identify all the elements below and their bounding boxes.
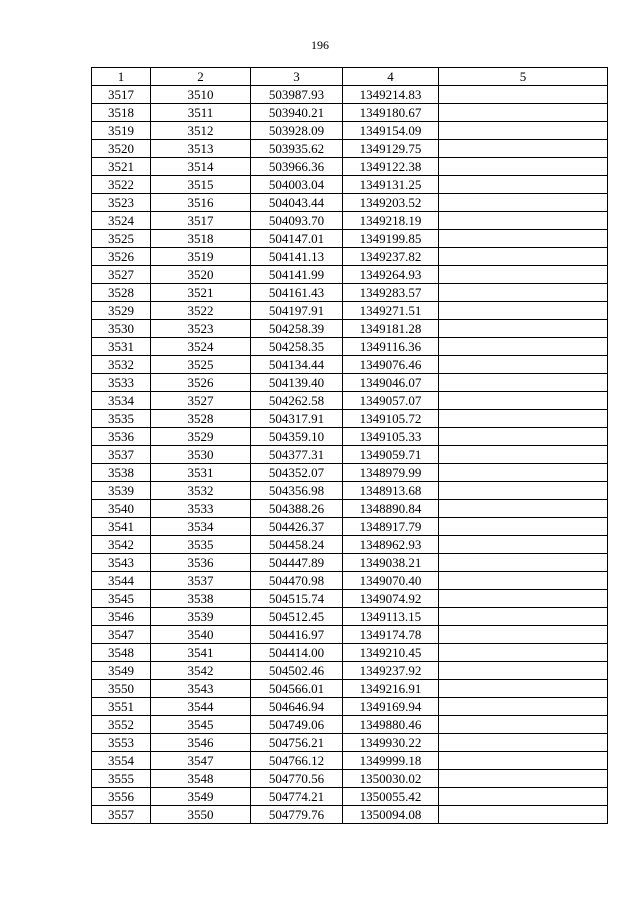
- table-cell-col-1: 3538: [92, 464, 151, 482]
- table-cell-col-5: [439, 410, 608, 428]
- table-row: [92, 176, 608, 194]
- table-cell-col-2: 3550: [151, 806, 251, 824]
- table-row: [92, 374, 608, 392]
- table-cell-col-2: 3544: [151, 698, 251, 716]
- table-cell-col-1: 3554: [92, 752, 151, 770]
- table-cell-col-1: 3522: [92, 176, 151, 194]
- table-cell-col-3: 504258.35: [251, 338, 343, 356]
- table-cell-col-5: [439, 806, 608, 824]
- table-cell-col-4: 1350055.42: [343, 788, 439, 806]
- table-cell-col-4: 1349237.82: [343, 248, 439, 266]
- table-cell-col-3: 504447.89: [251, 554, 343, 572]
- table-cell-col-2: 3535: [151, 536, 251, 554]
- table-row: [92, 104, 608, 122]
- table-cell-col-4: 1349199.85: [343, 230, 439, 248]
- table-row: [92, 536, 608, 554]
- table-cell-col-5: [439, 482, 608, 500]
- table-cell-col-2: 3538: [151, 590, 251, 608]
- table-cell-col-5: [439, 158, 608, 176]
- table-cell-col-4: 1350094.08: [343, 806, 439, 824]
- table-cell-col-1: 3547: [92, 626, 151, 644]
- table-row: [92, 86, 608, 104]
- table-cell-col-5: [439, 212, 608, 230]
- table-cell-col-4: 1350030.02: [343, 770, 439, 788]
- table-cell-col-3: 504414.00: [251, 644, 343, 662]
- table-cell-col-1: 3549: [92, 662, 151, 680]
- table-cell-col-2: 3529: [151, 428, 251, 446]
- table-row: [92, 410, 608, 428]
- table-cell-col-3: 504749.06: [251, 716, 343, 734]
- table-row: [92, 482, 608, 500]
- table-row: [92, 284, 608, 302]
- table-cell-col-5: [439, 104, 608, 122]
- table-cell-col-1: 3553: [92, 734, 151, 752]
- table-cell-col-3: 504770.56: [251, 770, 343, 788]
- column-header-3: 3: [251, 68, 343, 86]
- table-cell-col-2: 3540: [151, 626, 251, 644]
- coordinates-table: [91, 67, 608, 824]
- table-cell-col-1: 3530: [92, 320, 151, 338]
- table-cell-col-1: 3540: [92, 500, 151, 518]
- table-cell-col-2: 3534: [151, 518, 251, 536]
- table-row: [92, 680, 608, 698]
- table-cell-col-3: 504139.40: [251, 374, 343, 392]
- table-cell-col-4: 1349131.25: [343, 176, 439, 194]
- table-cell-col-1: 3529: [92, 302, 151, 320]
- table-cell-col-3: 504502.46: [251, 662, 343, 680]
- table-row: [92, 608, 608, 626]
- table-cell-col-2: 3525: [151, 356, 251, 374]
- table-cell-col-5: [439, 698, 608, 716]
- table-cell-col-4: 1349216.91: [343, 680, 439, 698]
- table-cell-col-5: [439, 572, 608, 590]
- table-cell-col-2: 3539: [151, 608, 251, 626]
- column-header-4: 4: [343, 68, 439, 86]
- table-cell-col-5: [439, 266, 608, 284]
- table-cell-col-1: 3545: [92, 590, 151, 608]
- table-cell-col-2: 3546: [151, 734, 251, 752]
- table-row: [92, 356, 608, 374]
- table-cell-col-5: [439, 608, 608, 626]
- table-row: [92, 806, 608, 824]
- table-cell-col-2: 3527: [151, 392, 251, 410]
- table-cell-col-3: 504779.76: [251, 806, 343, 824]
- table-row: [92, 572, 608, 590]
- table-cell-col-3: 504766.12: [251, 752, 343, 770]
- table-cell-col-1: 3539: [92, 482, 151, 500]
- header-row: [92, 68, 608, 86]
- table-cell-col-2: 3520: [151, 266, 251, 284]
- table-cell-col-2: 3532: [151, 482, 251, 500]
- table-cell-col-5: [439, 788, 608, 806]
- table-row: [92, 230, 608, 248]
- table-row: [92, 428, 608, 446]
- table-cell-col-1: 3528: [92, 284, 151, 302]
- table-cell-col-5: [439, 302, 608, 320]
- table-row: [92, 554, 608, 572]
- table-row: [92, 122, 608, 140]
- table-body: [92, 86, 608, 824]
- table-cell-col-1: 3517: [92, 86, 151, 104]
- table-cell-col-5: [439, 446, 608, 464]
- table-cell-col-1: 3532: [92, 356, 151, 374]
- table-cell-col-4: 1348913.68: [343, 482, 439, 500]
- table-cell-col-1: 3518: [92, 104, 151, 122]
- table-cell-col-2: 3517: [151, 212, 251, 230]
- table-row: [92, 194, 608, 212]
- table-cell-col-4: 1349264.93: [343, 266, 439, 284]
- table-cell-col-3: 504416.97: [251, 626, 343, 644]
- table-row: [92, 734, 608, 752]
- table-cell-col-4: 1349930.22: [343, 734, 439, 752]
- table-cell-col-5: [439, 338, 608, 356]
- table-cell-col-2: 3531: [151, 464, 251, 482]
- table-cell-col-5: [439, 140, 608, 158]
- table-cell-col-5: [439, 374, 608, 392]
- table-cell-col-4: 1349203.52: [343, 194, 439, 212]
- table-cell-col-4: 1349076.46: [343, 356, 439, 374]
- table-cell-col-5: [439, 626, 608, 644]
- table-cell-col-5: [439, 320, 608, 338]
- table-row: [92, 788, 608, 806]
- table-cell-col-2: 3518: [151, 230, 251, 248]
- table-cell-col-5: [439, 518, 608, 536]
- table-cell-col-4: 1349154.09: [343, 122, 439, 140]
- table-cell-col-2: 3537: [151, 572, 251, 590]
- table-row: [92, 302, 608, 320]
- table-cell-col-3: 504515.74: [251, 590, 343, 608]
- table-cell-col-2: 3513: [151, 140, 251, 158]
- table-row: [92, 140, 608, 158]
- table-cell-col-1: 3531: [92, 338, 151, 356]
- table-cell-col-4: 1348979.99: [343, 464, 439, 482]
- table-cell-col-5: [439, 356, 608, 374]
- table-cell-col-4: 1348962.93: [343, 536, 439, 554]
- table-cell-col-4: 1348917.79: [343, 518, 439, 536]
- table-cell-col-1: 3534: [92, 392, 151, 410]
- table-row: [92, 320, 608, 338]
- column-header-1: 1: [92, 68, 151, 86]
- table-cell-col-5: [439, 554, 608, 572]
- table-cell-col-5: [439, 230, 608, 248]
- table-cell-col-3: 504470.98: [251, 572, 343, 590]
- table-cell-col-4: 1349105.72: [343, 410, 439, 428]
- table-cell-col-3: 503935.62: [251, 140, 343, 158]
- table-cell-col-2: 3536: [151, 554, 251, 572]
- table-cell-col-5: [439, 428, 608, 446]
- table-cell-col-5: [439, 464, 608, 482]
- table-cell-col-2: 3519: [151, 248, 251, 266]
- table-cell-col-1: 3548: [92, 644, 151, 662]
- table-row: [92, 392, 608, 410]
- table-cell-col-1: 3537: [92, 446, 151, 464]
- table-cell-col-3: 504352.07: [251, 464, 343, 482]
- table-cell-col-3: 504512.45: [251, 608, 343, 626]
- table-cell-col-3: 504774.21: [251, 788, 343, 806]
- table-cell-col-2: 3524: [151, 338, 251, 356]
- table-cell-col-3: 504147.01: [251, 230, 343, 248]
- table-cell-col-2: 3514: [151, 158, 251, 176]
- table-cell-col-3: 504458.24: [251, 536, 343, 554]
- table-cell-col-3: 504262.58: [251, 392, 343, 410]
- table-cell-col-4: 1349122.38: [343, 158, 439, 176]
- table-cell-col-1: 3556: [92, 788, 151, 806]
- table-cell-col-1: 3524: [92, 212, 151, 230]
- table-cell-col-5: [439, 284, 608, 302]
- table-cell-col-2: 3511: [151, 104, 251, 122]
- table-cell-col-3: 504258.39: [251, 320, 343, 338]
- table-cell-col-3: 504134.44: [251, 356, 343, 374]
- table-cell-col-4: 1349129.75: [343, 140, 439, 158]
- table-cell-col-1: 3520: [92, 140, 151, 158]
- table-cell-col-1: 3533: [92, 374, 151, 392]
- table-cell-col-5: [439, 176, 608, 194]
- table-cell-col-4: 1349181.28: [343, 320, 439, 338]
- table-cell-col-4: 1349180.67: [343, 104, 439, 122]
- table-cell-col-3: 503940.21: [251, 104, 343, 122]
- table-cell-col-2: 3522: [151, 302, 251, 320]
- table-cell-col-4: 1349046.07: [343, 374, 439, 392]
- table-cell-col-4: 1349105.33: [343, 428, 439, 446]
- table-cell-col-2: 3549: [151, 788, 251, 806]
- table-cell-col-5: [439, 194, 608, 212]
- table-cell-col-5: [439, 770, 608, 788]
- table-cell-col-2: 3523: [151, 320, 251, 338]
- table-cell-col-2: 3545: [151, 716, 251, 734]
- table-cell-col-4: 1349070.40: [343, 572, 439, 590]
- table-cell-col-2: 3542: [151, 662, 251, 680]
- table-cell-col-4: 1349038.21: [343, 554, 439, 572]
- table-cell-col-4: 1349169.94: [343, 698, 439, 716]
- table-cell-col-4: 1349113.15: [343, 608, 439, 626]
- table-cell-col-5: [439, 716, 608, 734]
- table-cell-col-5: [439, 122, 608, 140]
- table-cell-col-5: [439, 680, 608, 698]
- table-cell-col-1: 3541: [92, 518, 151, 536]
- table-cell-col-3: 504426.37: [251, 518, 343, 536]
- table-cell-col-2: 3512: [151, 122, 251, 140]
- table-cell-col-2: 3516: [151, 194, 251, 212]
- table-row: [92, 644, 608, 662]
- table-cell-col-4: 1349218.19: [343, 212, 439, 230]
- table-cell-col-3: 504317.91: [251, 410, 343, 428]
- table-cell-col-4: 1349210.45: [343, 644, 439, 662]
- table-cell-col-3: 504141.13: [251, 248, 343, 266]
- table-cell-col-4: 1349880.46: [343, 716, 439, 734]
- table-cell-col-3: 504359.10: [251, 428, 343, 446]
- table-row: [92, 752, 608, 770]
- table-cell-col-5: [439, 536, 608, 554]
- table-cell-col-4: 1349174.78: [343, 626, 439, 644]
- table-cell-col-3: 503928.09: [251, 122, 343, 140]
- table-cell-col-4: 1349283.57: [343, 284, 439, 302]
- table-cell-col-5: [439, 734, 608, 752]
- table-row: [92, 770, 608, 788]
- table-cell-col-3: 504377.31: [251, 446, 343, 464]
- table-cell-col-2: 3548: [151, 770, 251, 788]
- table-cell-col-2: 3543: [151, 680, 251, 698]
- table-cell-col-2: 3521: [151, 284, 251, 302]
- table-cell-col-4: 1349074.92: [343, 590, 439, 608]
- table-row: [92, 590, 608, 608]
- table-row: [92, 446, 608, 464]
- table-cell-col-2: 3530: [151, 446, 251, 464]
- table-row: [92, 158, 608, 176]
- table-cell-col-3: 504003.04: [251, 176, 343, 194]
- table-cell-col-1: 3550: [92, 680, 151, 698]
- column-header-5: 5: [439, 68, 608, 86]
- table-row: [92, 464, 608, 482]
- table-cell-col-3: 504646.94: [251, 698, 343, 716]
- table-cell-col-2: 3547: [151, 752, 251, 770]
- table-cell-col-1: 3555: [92, 770, 151, 788]
- table-row: [92, 266, 608, 284]
- table-cell-col-3: 504566.01: [251, 680, 343, 698]
- table-cell-col-3: 503987.93: [251, 86, 343, 104]
- table-cell-col-1: 3552: [92, 716, 151, 734]
- table-cell-col-3: 504141.99: [251, 266, 343, 284]
- table-cell-col-4: 1349059.71: [343, 446, 439, 464]
- table-cell-col-5: [439, 248, 608, 266]
- table-row: [92, 698, 608, 716]
- table-cell-col-1: 3536: [92, 428, 151, 446]
- table-cell-col-2: 3541: [151, 644, 251, 662]
- table-cell-col-1: 3523: [92, 194, 151, 212]
- table-cell-col-3: 504043.44: [251, 194, 343, 212]
- table-cell-col-3: 504756.21: [251, 734, 343, 752]
- table-row: [92, 248, 608, 266]
- table-row: [92, 500, 608, 518]
- table-cell-col-2: 3510: [151, 86, 251, 104]
- table-cell-col-4: 1349116.36: [343, 338, 439, 356]
- table-cell-col-5: [439, 86, 608, 104]
- table-cell-col-3: 504356.98: [251, 482, 343, 500]
- table-cell-col-1: 3535: [92, 410, 151, 428]
- table-cell-col-1: 3542: [92, 536, 151, 554]
- table-cell-col-1: 3521: [92, 158, 151, 176]
- table-cell-col-1: 3527: [92, 266, 151, 284]
- table-cell-col-5: [439, 662, 608, 680]
- table-cell-col-5: [439, 752, 608, 770]
- table-cell-col-1: 3557: [92, 806, 151, 824]
- table-cell-col-1: 3546: [92, 608, 151, 626]
- table-cell-col-3: 504388.26: [251, 500, 343, 518]
- table-cell-col-1: 3543: [92, 554, 151, 572]
- table-cell-col-4: 1349999.18: [343, 752, 439, 770]
- table-cell-col-4: 1349057.07: [343, 392, 439, 410]
- table-cell-col-4: 1349237.92: [343, 662, 439, 680]
- table-cell-col-4: 1349214.83: [343, 86, 439, 104]
- table-row: [92, 212, 608, 230]
- table-row: [92, 626, 608, 644]
- table-cell-col-2: 3533: [151, 500, 251, 518]
- table-cell-col-2: 3528: [151, 410, 251, 428]
- table-row: [92, 662, 608, 680]
- table-cell-col-1: 3525: [92, 230, 151, 248]
- table-cell-col-5: [439, 392, 608, 410]
- table-cell-col-4: 1348890.84: [343, 500, 439, 518]
- table-cell-col-3: 504197.91: [251, 302, 343, 320]
- table-cell-col-2: 3515: [151, 176, 251, 194]
- column-header-2: 2: [151, 68, 251, 86]
- table-cell-col-5: [439, 644, 608, 662]
- table-row: [92, 338, 608, 356]
- table-row: [92, 518, 608, 536]
- page-number: 196: [311, 38, 329, 52]
- table-cell-col-1: 3519: [92, 122, 151, 140]
- table-cell-col-3: 504093.70: [251, 212, 343, 230]
- table-cell-col-1: 3526: [92, 248, 151, 266]
- table-row: [92, 716, 608, 734]
- table-cell-col-1: 3551: [92, 698, 151, 716]
- table-cell-col-2: 3526: [151, 374, 251, 392]
- table-cell-col-4: 1349271.51: [343, 302, 439, 320]
- table-header: [92, 68, 608, 86]
- table-cell-col-1: 3544: [92, 572, 151, 590]
- table-cell-col-3: 503966.36: [251, 158, 343, 176]
- table-cell-col-3: 504161.43: [251, 284, 343, 302]
- table-cell-col-5: [439, 590, 608, 608]
- table-cell-col-5: [439, 500, 608, 518]
